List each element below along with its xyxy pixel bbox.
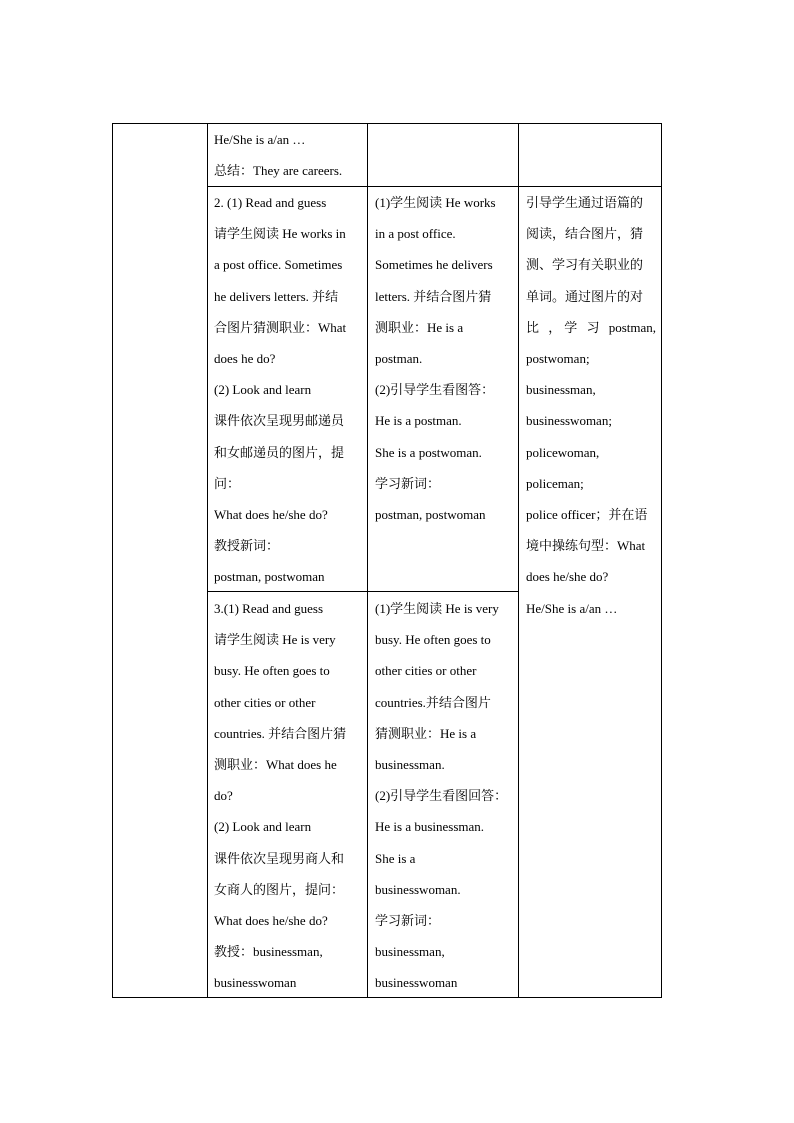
row2-content-line: postman, postwoman bbox=[214, 569, 325, 585]
row3-student-line: businesswoman. bbox=[375, 881, 461, 897]
row2-teacher-activity-cell bbox=[214, 187, 362, 593]
table-right-border bbox=[661, 123, 662, 998]
purpose-line: 境中操练句型：What bbox=[526, 538, 646, 554]
row2-content-line: 2. (1) Read and guess bbox=[214, 195, 327, 210]
row2-content-line: does he do? bbox=[214, 351, 276, 367]
row3-content-line: 课件依次呈现男商人和 bbox=[214, 850, 345, 866]
row2-content-line: 课件依次呈现男邮递员 bbox=[214, 413, 345, 429]
row2-content-line: 问： bbox=[214, 475, 241, 491]
row3-student-line: businessman, bbox=[375, 944, 445, 960]
purpose-line: policeman; bbox=[526, 475, 584, 491]
row3-student-line: He is a businessman. bbox=[375, 819, 485, 835]
row2-content-line: 和女邮递员的图片，提 bbox=[214, 444, 345, 460]
row2-content-line: a post office. Sometimes bbox=[214, 257, 343, 273]
row2-student-line: postman, postwoman bbox=[375, 507, 486, 523]
row3-content-line: 教授：businessman, bbox=[214, 944, 323, 960]
row3-teacher-activity-cell bbox=[214, 593, 362, 999]
row3-student-line: (2)引导学生看图回答： bbox=[375, 788, 508, 804]
row2-content-line: 请学生阅读 He works in bbox=[214, 226, 346, 242]
row2-content-line: What does he/she do? bbox=[214, 507, 328, 523]
row3-student-line: 猜测职业：He is a bbox=[375, 725, 477, 741]
row3-content-line: 女商人的图片，提问： bbox=[214, 881, 345, 897]
purpose-line: businesswoman; bbox=[526, 413, 612, 429]
row2-content-line: 教授新词： bbox=[214, 538, 280, 554]
row3-student-line: busy. He often goes to bbox=[375, 632, 491, 648]
row3-content-line: 请学生阅读 He is very bbox=[214, 632, 336, 648]
row3-content-line: do? bbox=[214, 788, 233, 804]
row3-content-line: 测职业：What does he bbox=[214, 757, 337, 773]
row2-student-line: She is a postwoman. bbox=[375, 444, 482, 460]
table-top-border bbox=[112, 123, 662, 124]
row3-student-line: (1)学生阅读 He is very bbox=[375, 601, 499, 616]
row2-student-line: in a post office. bbox=[375, 226, 456, 242]
row2-content-line: he delivers letters. 并结 bbox=[214, 288, 339, 304]
purpose-line: does he/she do? bbox=[526, 569, 609, 585]
row2-student-activity-cell bbox=[375, 187, 513, 530]
row3-student-line: countries.并结合图片 bbox=[375, 694, 491, 710]
purpose-line: 引导学生通过语篇的 bbox=[526, 195, 644, 210]
purpose-line: 阅读，结合图片，猜 bbox=[526, 226, 644, 242]
row2-content-line: (2) Look and learn bbox=[214, 382, 312, 398]
row2-student-line: He is a postman. bbox=[375, 413, 462, 429]
row3-content-line: countries. 并结合图片猜 bbox=[214, 725, 347, 741]
purpose-line: He/She is a/an … bbox=[526, 600, 618, 616]
column-divider-3 bbox=[518, 123, 519, 998]
purpose-line: postwoman; bbox=[526, 351, 590, 367]
row3-student-line: other cities or other bbox=[375, 663, 477, 679]
purpose-line: police officer；并在语 bbox=[526, 507, 648, 523]
purpose-line: 单词。通过图片的对 bbox=[526, 288, 644, 304]
row2-student-line: 学习新词： bbox=[375, 475, 441, 491]
row1-teacher-activity-cell bbox=[214, 124, 362, 186]
row2-student-line: Sometimes he delivers bbox=[375, 257, 493, 273]
row3-student-line: 学习新词： bbox=[375, 913, 441, 929]
row3-content-line: (2) Look and learn bbox=[214, 819, 312, 835]
row3-content-line: What does he/she do? bbox=[214, 913, 328, 929]
row1-content-line: 总结：They are careers. bbox=[214, 163, 343, 179]
purpose-line: 测、学习有关职业的 bbox=[526, 257, 644, 273]
row2-student-line: 测职业：He is a bbox=[375, 319, 464, 335]
row2-student-line: (1)学生阅读 He works bbox=[375, 195, 496, 210]
row3-content-line: 3.(1) Read and guess bbox=[214, 601, 324, 616]
row3-student-line: businesswoman bbox=[375, 975, 458, 991]
row3-student-line: businessman. bbox=[375, 757, 445, 773]
row2-content-line: 合图片猜测职业：What bbox=[214, 319, 347, 335]
row3-content-line: businesswoman bbox=[214, 975, 297, 991]
column-divider-1 bbox=[207, 123, 208, 998]
row2-student-line: postman. bbox=[375, 351, 423, 367]
row1-content-line: He/She is a/an … bbox=[214, 132, 306, 147]
row2-student-line: (2)引导学生看图答： bbox=[375, 382, 495, 398]
row3-content-line: other cities or other bbox=[214, 694, 316, 710]
column-divider-2 bbox=[367, 123, 368, 998]
row3-student-activity-cell bbox=[375, 593, 513, 999]
row2-student-line: letters. 并结合图片猜 bbox=[375, 288, 492, 304]
purpose-line: 比 ，学 习 postman, bbox=[526, 319, 656, 335]
purpose-line: businessman, bbox=[526, 382, 596, 398]
table-left-border bbox=[112, 123, 113, 998]
design-purpose-cell bbox=[526, 187, 656, 624]
row3-content-line: busy. He often goes to bbox=[214, 663, 330, 679]
row3-student-line: She is a bbox=[375, 850, 416, 866]
purpose-line: policewoman, bbox=[526, 444, 600, 460]
